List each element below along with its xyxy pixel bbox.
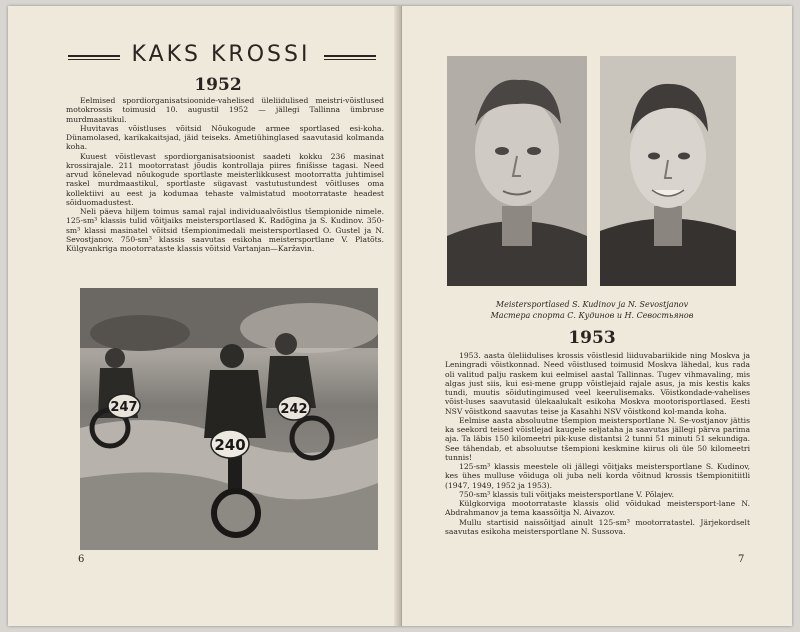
page-number-right: 7 <box>738 554 745 565</box>
title-rule-left <box>68 55 120 60</box>
title-rule-right <box>324 55 376 60</box>
paragraph: Eelmise aasta absoluutne tšempion meistersportlane N. Se-vostjanov jättis ka seekord teised võistlejad kaugele seljataha ja saavutas jällegi pärva parima aja. Ta läbis 150 kilomeetri pik-kuse distantsi 2 tunni 51 minuti 51 sekundiga. See tähendab, et absoluutse tšempioni keskmine kiirus oli üle 50 kilomeetri tunnis! <box>445 415 750 462</box>
number-plate <box>211 430 249 458</box>
left-page <box>8 6 400 626</box>
article-1953 <box>445 351 750 536</box>
plate-number: 242 <box>280 402 308 417</box>
paragraph: 125-sm³ klassis meestele oli jällegi võitjaks meistersportlane S. Kudinov, kes ühes mullusе võiduga oli juba neli korda võitnud krossis tšempionitiitli (1947, 1949, 1952 ja 1953). <box>445 462 750 490</box>
page-title: KAKS KROSSI <box>131 42 311 67</box>
plate-number: 247 <box>110 400 138 415</box>
number-plate <box>278 396 310 420</box>
paragraph: Neli päeva hiljem toimus samal rajal individuaalvõistlus tšempionide nimele. 125-sm³ klassis tulid võitjaiks meistersportlased K. Radõgina ja S. Kudinov. 350-sm³ klassi masinatel võitsid tšempionimedali meistersportlased O. Gustel ja N. Sevostjanov. 750-sm³ klassis saavutas esikoha meistersportlane V. Platõts. Külgvankriga mootorrataste klassis võitsid Vartanjan—Karžavin. <box>66 207 384 253</box>
paragraph: Huvitavas võistluses võitsid Nõukogude armee sportlased esi-koha. Dünamolased, karikakaitsjad, jäid teiseks. Ametiühinglased saavutasid kolmanda koha. <box>66 123 384 152</box>
book-spread <box>8 6 792 626</box>
paragraph: 1953. aasta üleliidulises krossis võistlesid liiduvabariikide ning Moskva ja Leningradi võistkonnad. Need võistlused toimusid Moskva lähedal, kus rada oli valitud palju raskem kui eelmisel aastal Tallinnas. Tugev vihmavaling, mis algas just siis, kui esi-mene grupp võistlejaid rajale asus, ja mis kestis kaks tundi, muutis sõidutingimused veel keerulisemaks. Võistkondade-vahelises võist-luses saavutasid ülekaalukalt esikoha Moskva mootorisportlased. Eesti NSV võistkond saavutas teise ja Kasahhi NSV võistkond kol-manda koha. <box>445 351 750 416</box>
photo-caption <box>442 299 742 321</box>
paragraph: 750-sm³ klassis tuli võitjaks meistersportlane V. Põlajev. <box>459 489 674 499</box>
motocross-riders-image <box>80 288 378 550</box>
motocross-photo <box>80 288 378 550</box>
portrait-image <box>600 56 736 286</box>
right-page <box>402 6 792 626</box>
caption-russian: Мастера спорта С. Кудинов и Н. Севостьянов <box>490 311 694 320</box>
portrait-photo-kudinov <box>447 56 587 286</box>
article-1952 <box>66 96 384 253</box>
paragraph: Külgkorviga mootorrataste klassis olid võidukad meistersport-lane N. Abdrahmanov ja tema kaassõitja N. Aivazov. <box>445 499 750 518</box>
portrait-photo-sevostjanov <box>600 56 736 286</box>
paragraph: Eelmised spordiorganisatsioonide-vahelised üleliidulised meistri-võistlused motokrossis toimusid 10. augustil 1952 — jällegi Tallinna ümbruse murdmaastikul. <box>66 96 384 124</box>
paragraph: Mullu startisid naissõitjad ainult 125-sm³ mootorratastel. Järjekordselt saavutas esikoha meistersportlane N. Sussova. <box>445 517 750 536</box>
plate-number: 240 <box>214 436 246 454</box>
year-heading-1952: 1952 <box>194 75 242 95</box>
page-number-left: 6 <box>78 554 85 565</box>
caption-estonian: Meistersportlased S. Kudinov ja N. Sevostjanov <box>495 300 689 309</box>
portrait-image <box>447 56 587 286</box>
paragraph: Kuuest võistlevast spordiorganisatsioonist saadeti kokku 236 masinat krossirajale. 211 mootorratast jõudis kontrollaja piires finišisse tagasi. Need arvud kõnelevad nõukogude sportlaste meisterlikkusest mootorratta juhtimisel raskel murdmaastikul, sportlaste sügavast vastutustundest võitluses oma kollektiivi au eest ja kodumaa tehaste valmistatud mootorrataste headest sõiduomadustest. <box>66 151 384 207</box>
number-plate <box>108 394 140 418</box>
year-heading-1953: 1953 <box>568 328 616 348</box>
